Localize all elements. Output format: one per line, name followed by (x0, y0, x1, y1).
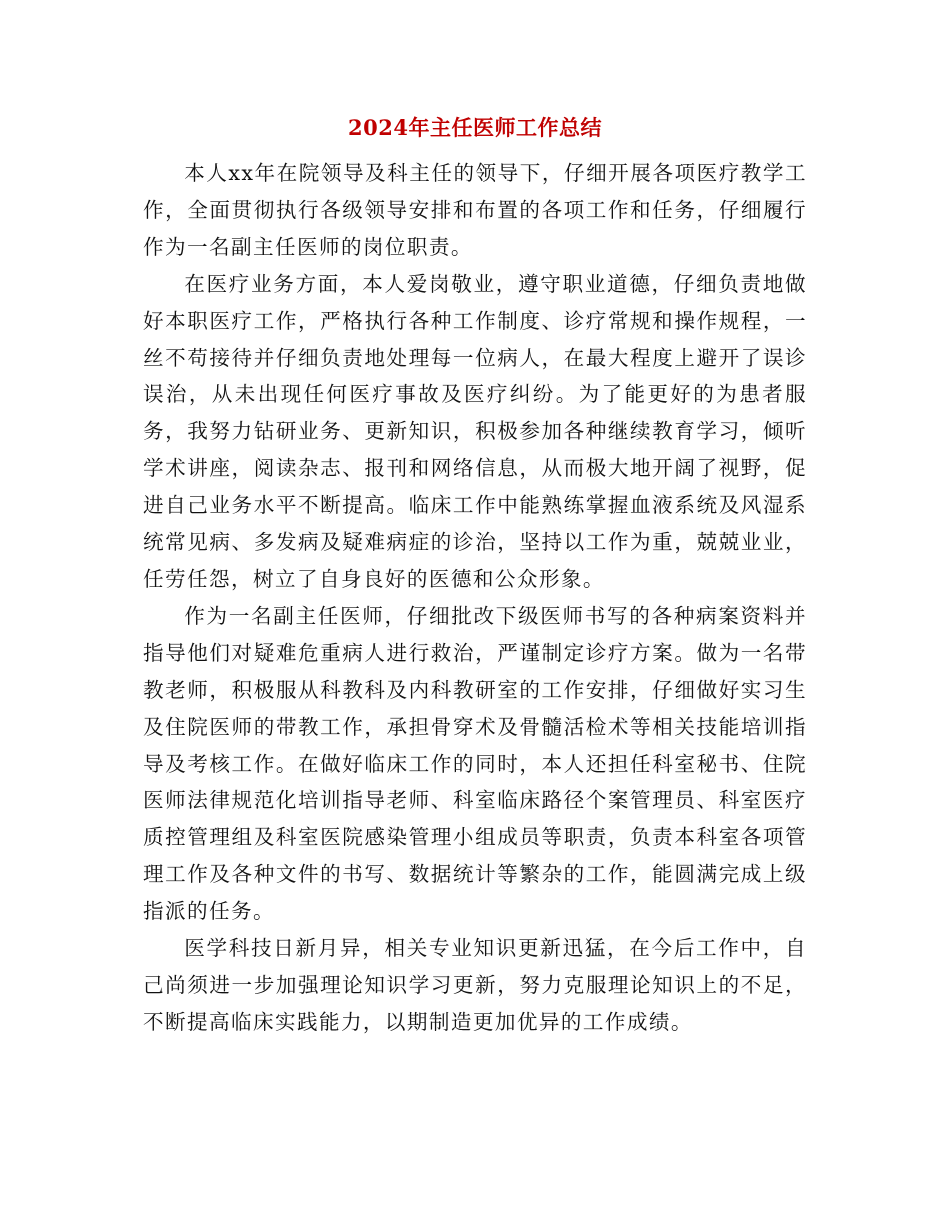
paragraph-2: 在医疗业务方面，本人爱岗敬业，遵守职业道德，仔细负责地做好本职医疗工作，严格执行各种工作制度、诊疗常规和操作规程，一丝不苟接待并仔细负责地处理每一位病人，在最大程度上避开了误诊误治，从未出现任何医疗事故及医疗纠纷。为了能更好的为患者服务，我努力钻研业务、更新知识，积极参加各种继续教育学习，倾听学术讲座，阅读杂志、报刊和网络信息，从而极大地开阔了视野，促进自己业务水平不断提高。临床工作中能熟练掌握血液系统及风湿系统常见病、多发病及疑难病症的诊治，坚持以工作为重，兢兢业业，任劳任怨，树立了自身良好的医德和公众形象。 (143, 271, 807, 591)
document-body (143, 155, 807, 1041)
paragraph-3: 作为一名副主任医师，仔细批改下级医师书写的各种病案资料并指导他们对疑难危重病人进行救治，严谨制定诊疗方案。做为一名带教老师，积极服从科教科及内科教研室的工作安排，仔细做好实习生及住院医师的带教工作，承担骨穿术及骨髓活检术等相关技能培训指导及考核工作。在做好临床工作的同时，本人还担任科室秘书、住院医师法律规范化培训指导老师、科室临床路径个案管理员、科室医疗质控管理组及科室医院感染管理小组成员等职责，负责本科室各项管理工作及各种文件的书写、数据统计等繁杂的工作，能圆满完成上级指派的任务。 (143, 603, 807, 924)
document-title: 2024年主任医师工作总结 (348, 115, 602, 140)
paragraph-1: 本人xx年在院领导及科主任的领导下，仔细开展各项医疗教学工作，全面贯彻执行各级领导安排和布置的各项工作和任务，仔细履行作为一名副主任医师的岗位职责。 (143, 161, 807, 259)
paragraph-4: 医学科技日新月异，相关专业知识更新迅猛，在今后工作中，自己尚须进一步加强理论知识学习更新，努力克服理论知识上的不足，不断提高临床实践能力，以期制造更加优异的工作成绩。 (143, 936, 807, 1034)
